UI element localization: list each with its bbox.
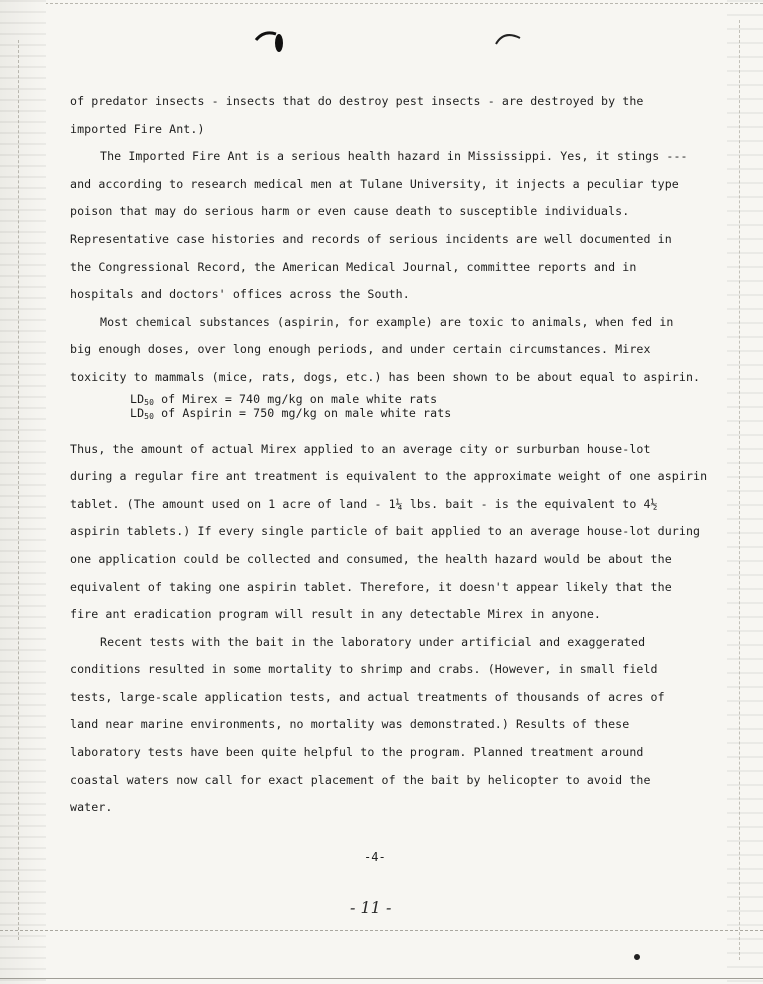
page-number: -4- xyxy=(364,850,386,864)
formula-line-mirex: $LD_{50}$ of Mirex = 740 mg/kg on male white rats xyxy=(130,391,438,407)
paragraph-2 xyxy=(70,143,720,309)
text-line: Thus, the amount of actual Mirex applied to an average city or surburban house-lot xyxy=(70,441,651,456)
left-scan-edge xyxy=(0,0,46,984)
text-line: Most chemical substances (aspirin, for example) are toxic to animals, when fed in xyxy=(100,314,674,329)
text-line: one application could be collected and consumed, the health hazard would be about the xyxy=(70,551,672,566)
text-line: tablet. (The amount used on 1 acre of land - 1¼ lbs. bait - is the equivalent to 4½ xyxy=(70,496,658,511)
bottom-scan-edge xyxy=(0,930,763,932)
ld50-formula xyxy=(70,391,720,422)
page-bottom-line xyxy=(0,978,763,980)
scan-speck xyxy=(634,954,640,960)
text-line: and according to research medical men at Tulane University, it injects a peculiar type xyxy=(70,176,679,191)
text-line: land near marine environments, no mortality was demonstrated.) Results of these xyxy=(70,717,630,732)
punch-hole-right-mark xyxy=(492,26,526,60)
text-line: tests, large-scale application tests, and actual treatments of thousands of acres of xyxy=(70,689,665,704)
text-line: Representative case histories and records of serious incidents are well documented in xyxy=(70,231,672,246)
text-line: during a regular fire ant treatment is equivalent to the approximate weight of one aspirin xyxy=(70,469,708,484)
top-scan-edge xyxy=(0,3,763,5)
right-scan-edge xyxy=(727,0,763,984)
text-line: equivalent of taking one aspirin tablet. Therefore, it doesn't appear likely that the xyxy=(70,579,672,594)
text-line: of predator insects - insects that do destroy pest insects - are destroyed by the xyxy=(70,94,644,108)
paragraph-5 xyxy=(70,629,720,822)
text-line: aspirin tablets.) If every single particle of bait applied to an average house-lot during xyxy=(70,524,701,539)
document-body xyxy=(70,88,720,822)
paragraph-4 xyxy=(70,436,720,629)
paragraph-3 xyxy=(70,309,720,392)
punch-hole-left-mark xyxy=(250,26,290,60)
text-line: fire ant eradication program will result in any detectable Mirex in anyone. xyxy=(70,607,602,622)
text-line: hospitals and doctors' offices across the South. xyxy=(70,287,410,302)
text-line: coastal waters now call for exact placement of the bait by helicopter to avoid the xyxy=(70,772,651,787)
text-line: The Imported Fire Ant is a serious health hazard in Mississippi. Yes, it stings --- xyxy=(100,149,688,164)
handwritten-page-number: - 11 - xyxy=(350,898,392,917)
text-line: Recent tests with the bait in the laboratory under artificial and exaggerated xyxy=(100,634,646,649)
text-line: laboratory tests have been quite helpful to the program. Planned treatment around xyxy=(70,745,644,760)
text-line: water. xyxy=(70,800,113,815)
formula-line-aspirin: $LD_{50}$ of Aspirin = 750 mg/kg on male white rats xyxy=(130,405,452,421)
text-line: toxicity to mammals (mice, rats, dogs, etc.) has been shown to be about equal to aspirin. xyxy=(70,369,701,384)
text-line: poison that may do serious harm or even cause death to susceptible individuals. xyxy=(70,204,630,219)
text-line: big enough doses, over long enough periods, and under certain circumstances. Mirex xyxy=(70,342,651,357)
paragraph-1 xyxy=(70,88,720,143)
text-line: conditions resulted in some mortality to shrimp and crabs. (However, in small field xyxy=(70,662,658,677)
text-line: the Congressional Record, the American Medical Journal, committee reports and in xyxy=(70,259,637,274)
text-line: imported Fire Ant.) xyxy=(70,121,205,136)
